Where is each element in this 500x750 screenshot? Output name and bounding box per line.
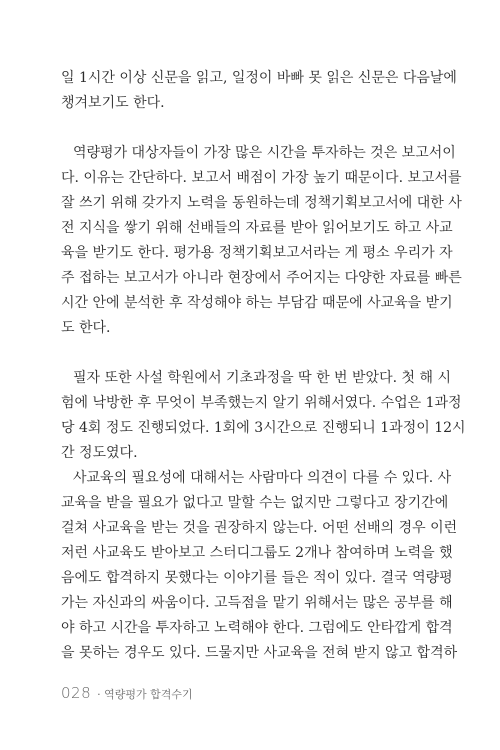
- body-line: 역량평가 대상자들이 가장 많은 시간을 투자하는 것은 보고서이: [73, 145, 456, 161]
- body-line: 교육을 받을 필요가 없다고 말할 수는 없지만 그렇다고 장기간에: [61, 495, 449, 511]
- paragraph-private-education: [61, 466, 458, 666]
- body-line: 야 하고 시간을 투자하고 노력해야 한다. 그럼에도 안타깝게 합격: [61, 620, 453, 636]
- body-line: 도 한다.: [61, 320, 111, 336]
- body-line: 음에도 합격하지 못했다는 이야기를 들은 적이 있다. 결국 역량평: [61, 570, 453, 586]
- body-line: 육을 받기도 한다. 평가용 정책기획보고서라는 게 평소 우리가 자: [61, 245, 453, 261]
- body-line: 당 4회 정도 진행되었다. 1회에 3시간으로 진행되니 1과정이 12시: [61, 420, 466, 436]
- page-body: [61, 66, 466, 666]
- page-footer: [61, 684, 193, 702]
- body-line: 일 1시간 이상 신문을 읽고, 일정이 바빠 못 읽은 신문은 다음날에: [61, 70, 457, 86]
- body-line: 사교육의 필요성에 대해서는 사람마다 의견이 다를 수 있다. 사: [73, 470, 452, 486]
- paragraph-academy: [61, 366, 466, 466]
- body-line: 챙겨보기도 한다.: [61, 95, 165, 111]
- body-line: 전 지식을 쌓기 위해 선배들의 자료를 받아 읽어보기도 하고 사교: [61, 220, 453, 236]
- body-line: 잘 쓰기 위해 갖가지 노력을 동원하는데 정책기획보고서에 대한 사: [61, 195, 462, 211]
- paragraph-newspaper: [61, 66, 457, 116]
- body-line: 저런 사교육도 받아보고 스터디그룹도 2개나 참여하며 노력을 했: [61, 545, 453, 561]
- paragraph-gap: [61, 341, 445, 366]
- body-line: 걸쳐 사교육을 받는 것을 권장하지 않는다. 어떤 선배의 경우 이런: [61, 520, 458, 536]
- body-line: 을 못하는 경우도 있다. 드물지만 사교육을 전혀 받지 않고 합격하: [61, 645, 458, 661]
- body-line: 다. 이유는 간단하다. 보고서 배점이 가장 높기 때문이다. 보고서를: [61, 170, 462, 186]
- body-line: 주 접하는 보고서가 아니라 현장에서 주어지는 다양한 자료를 빠른: [61, 270, 462, 286]
- body-line: 험에 낙방한 후 무엇이 부족했는지 알기 위해서였다. 수업은 1과정: [61, 395, 462, 411]
- page-number: 028: [61, 684, 92, 702]
- body-line: 가는 자신과의 싸움이다. 고득점을 맡기 위해서는 많은 공부를 해: [61, 595, 453, 611]
- body-line: 필자 또한 사설 학원에서 기초과정을 딱 한 번 받았다. 첫 해 시: [73, 370, 451, 386]
- body-line: 간 정도였다.: [61, 445, 138, 461]
- paragraph-gap: [61, 116, 445, 141]
- running-title: · 역량평가 합격수기: [97, 688, 193, 701]
- paragraph-report: [61, 141, 462, 341]
- body-line: 시간 안에 분석한 후 작성해야 하는 부담감 때문에 사교육을 받기: [61, 295, 453, 311]
